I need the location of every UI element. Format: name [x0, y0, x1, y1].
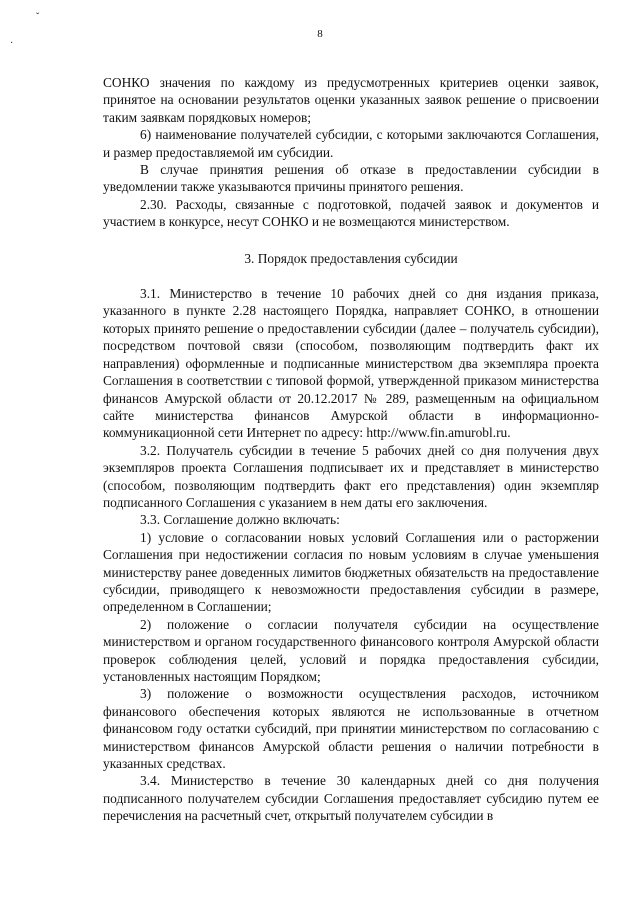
paragraph-item-6: 6) наименование получателей субсидии, с которыми заключаются Соглашения, и размер предоставляемой им субсидии. [103, 127, 599, 160]
paragraph-3-2: 3.2. Получатель субсидии в течение 5 рабочих дней со дня получения двух экземпляров проекта Соглашения подписывает их и представляет в министерство (способом, позволяющим подтвердить факт его представления) один экземпляр подписанного Соглашения с указанием в нем даты его заключения. [103, 442, 599, 510]
paragraph-3-3-item-1: 1) условие о согласовании новых условий Соглашения или о расторжении Соглашения при недостижении согласия по новым условиям в случае уменьшения министерству ранее доведенных лимитов бюджетных обязательств на предоставление субсидии, приводящего к невозможности предоставления субсидии в размере, определенном в Соглашении; [103, 529, 599, 615]
paragraph-3-3-item-3: 3) положение о возможности осуществления расходов, источником финансового обеспечения которых являются не использованные в отчетном финансовом году остатки субсидий, при принятии министерством по согласованию с министерством финансов Амурской области решения о наличии потребности в указанных средствах. [103, 686, 599, 772]
scan-dot-mark: · [10, 38, 14, 49]
document-body [103, 74, 599, 825]
paragraph-3-3-item-2: 2) положение о согласии получателя субсидии на осуществление министерством и органом государственного финансового контроля Амурской области проверок соблюдения целей, условий и порядка предоставления субсидии, установленных настоящим Порядком; [103, 616, 599, 684]
paragraph-3-1: 3.1. Министерство в течение 10 рабочих дней со дня издания приказа, указанного в пункте 2.28 настоящего Порядка, направляет СОНКО, в отношении которых принято решение о предоставлении субсидии (далее – получатель субсидии), посредством почтовой связи (способом, позволяющим подтвердить факт их направления) оформленные и подписанные министерством два экземпляра проекта Соглашения в соответствии с типовой формой, утвержденной приказом министерства финансов Амурской области от 20.12.2017 № 289, размещенным на официальном сайте министерства финансов Амурской области в информационно-коммуникационной сети Интернет по адресу: http://www.fin.amurobl.ru. [103, 286, 599, 441]
paragraph-3-3: 3.3. Соглашение должно включать: [140, 512, 340, 528]
scan-speck-mark: ˇ [36, 12, 40, 23]
paragraph-continuation: СОНКО значения по каждому из предусмотренных критериев оценки заявок, принятое на основании результатов оценки указанных заявок решение о присвоении таким заявкам порядковых номеров; [103, 75, 599, 125]
section-heading: 3. Порядок предоставления субсидии [244, 250, 458, 266]
paragraph-refusal: В случае принятия решения об отказе в предоставлении субсидии в уведомлении также указываются причины принятого решения. [103, 162, 599, 195]
paragraph-3-4: 3.4. Министерство в течение 30 календарных дней со дня получения подписанного получателем субсидии Соглашения предоставляет субсидию путем ее перечисления на расчетный счет, открытый получателем субсидии в [103, 773, 599, 824]
paragraph-2-30: 2.30. Расходы, связанные с подготовкой, подачей заявок и документов и участием в конкурсе, несут СОНКО и не возмещаются министерством. [103, 196, 599, 230]
page-number: 8 [317, 28, 323, 40]
